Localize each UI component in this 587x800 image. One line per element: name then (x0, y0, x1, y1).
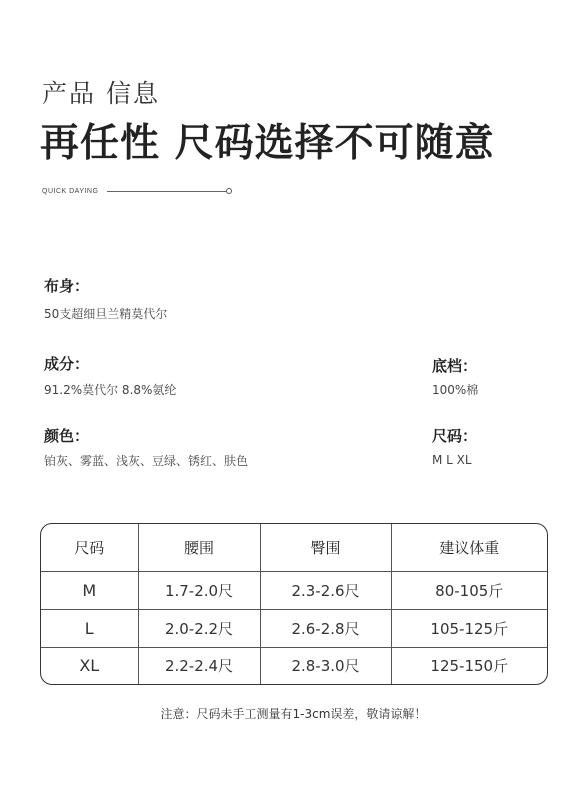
sizes-value: M L XL (432, 453, 472, 467)
header-hip: 臀围 (260, 524, 391, 572)
weight-cell: 105-125斤 (391, 609, 547, 647)
table-row (41, 572, 547, 610)
waist-cell: 2.0-2.2尺 (138, 609, 260, 647)
composition-value: 91.2%莫代尔 8.8%氨纶 (44, 383, 177, 397)
table-row (41, 647, 547, 684)
hip-cell: 2.3-2.6尺 (260, 572, 391, 610)
size-chart (40, 523, 548, 685)
sizes-label: 尺码： (432, 427, 478, 445)
fabric-value: 50支超细旦兰精莫代尔 (44, 307, 168, 321)
page-title: 再任性 尺码选择不可随意 (40, 121, 495, 166)
crotch-value: 100%棉 (432, 383, 479, 397)
brand-tagline: QUICK DAYING (42, 188, 99, 195)
waist-cell: 2.2-2.4尺 (138, 647, 260, 684)
measurement-note: 注意：尺码未手工测量有1-3cm误差，敬请谅解！ (160, 707, 427, 721)
size-cell: M (41, 572, 138, 610)
header-size: 尺码 (41, 524, 138, 572)
fabric-label: 布身： (44, 277, 90, 295)
waist-cell: 1.7-2.0尺 (138, 572, 260, 610)
size-cell: L (41, 609, 138, 647)
decorative-line (107, 191, 227, 192)
decorative-dot (226, 188, 232, 194)
table-row (41, 609, 547, 647)
colors-value: 铂灰、雾蓝、浅灰、豆绿、锈红、肤色 (44, 454, 249, 468)
table-header-row (41, 524, 547, 572)
header-waist: 腰围 (138, 524, 260, 572)
hip-cell: 2.6-2.8尺 (260, 609, 391, 647)
size-table (41, 524, 547, 684)
hip-cell: 2.8-3.0尺 (260, 647, 391, 684)
composition-label: 成分： (44, 355, 90, 373)
weight-cell: 125-150斤 (391, 647, 547, 684)
weight-cell: 80-105斤 (391, 572, 547, 610)
section-subtitle: 产品 信息 (42, 79, 160, 108)
size-cell: XL (41, 647, 138, 684)
colors-label: 颜色： (44, 427, 90, 445)
crotch-label: 底档： (432, 357, 478, 375)
header-weight: 建议体重 (391, 524, 547, 572)
